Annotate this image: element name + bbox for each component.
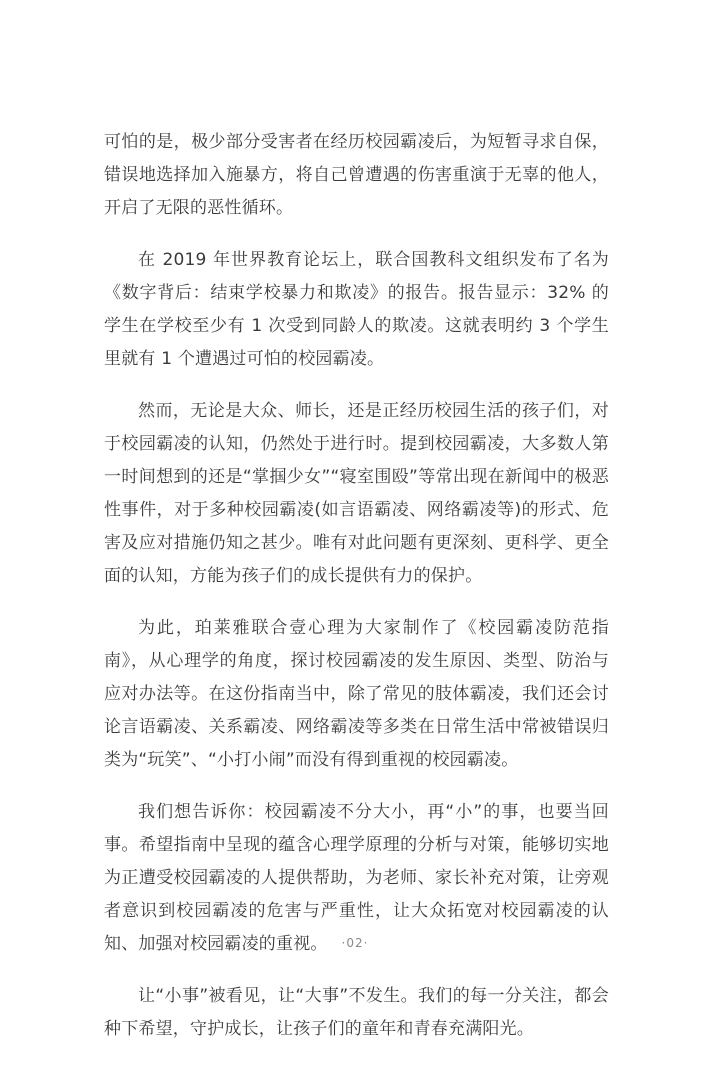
paragraph-1: 可怕的是，极少部分受害者在经历校园霸凌后，为短暂寻求自保，错误地选择加入施暴方，将自己曾遭遇的伤害重演于无辜的他人，开启了无限的恶性循环。 [104,132,609,218]
document-body [104,126,609,1065]
paragraph-5: 我们想告诉你：校园霸凌不分大小，再“小”的事，也要当回事。希望指南中呈现的蕴含心理学原理的分析与对策，能够切实地为正遭受校园霸凌的人提供帮助，为老师、家长补充对策，让旁观者意识到校园霸凌的危害与严重性，让大众拓宽对校园霸凌的认知、加强对校园霸凌的重视。 [104,802,609,954]
paragraph-2: 在 2019 年世界教育论坛上，联合国教科文组织发布了名为《数字背后：结束学校暴力和欺凌》的报告。报告显示：32% 的学生在学校至少有 1 次受到同龄人的欺凌。这就表明约 3 个学生里就有 1 个遭遇过可怕的校园霸凌。 [104,250,609,369]
paragraph-6: 让“小事”被看见，让“大事”不发生。我们的每一分关注，都会种下希望，守护成长，让孩子们的童年和青春充满阳光。 [104,986,609,1039]
paragraph-3: 然而，无论是大众、师长，还是正经历校园生活的孩子们，对于校园霸凌的认知，仍然处于进行时。提到校园霸凌，大多数人第一时间想到的还是“掌掴少女”“寝室围殴”等常出现在新闻中的极恶性事件，对于多种校园霸凌(如言语霸凌、网络霸凌等)的形式、危害及应对措施仍知之甚少。唯有对此问题有更深刻、更科学、更全面的认知，方能为孩子们的成长提供有力的保护。 [104,401,609,586]
paragraph-4: 为此，珀莱雅联合壹心理为大家制作了《校园霸凌防范指南》，从心理学的角度，探讨校园霸凌的发生原因、类型、防治与应对办法等。在这份指南当中，除了常见的肢体霸凌，我们还会讨论言语霸凌、关系霸凌、网络霸凌等多类在日常生活中常被错误归类为“玩笑”、“小打小闹”而没有得到重视的校园霸凌。 [104,618,609,770]
page-number: ·02· [341,936,369,950]
